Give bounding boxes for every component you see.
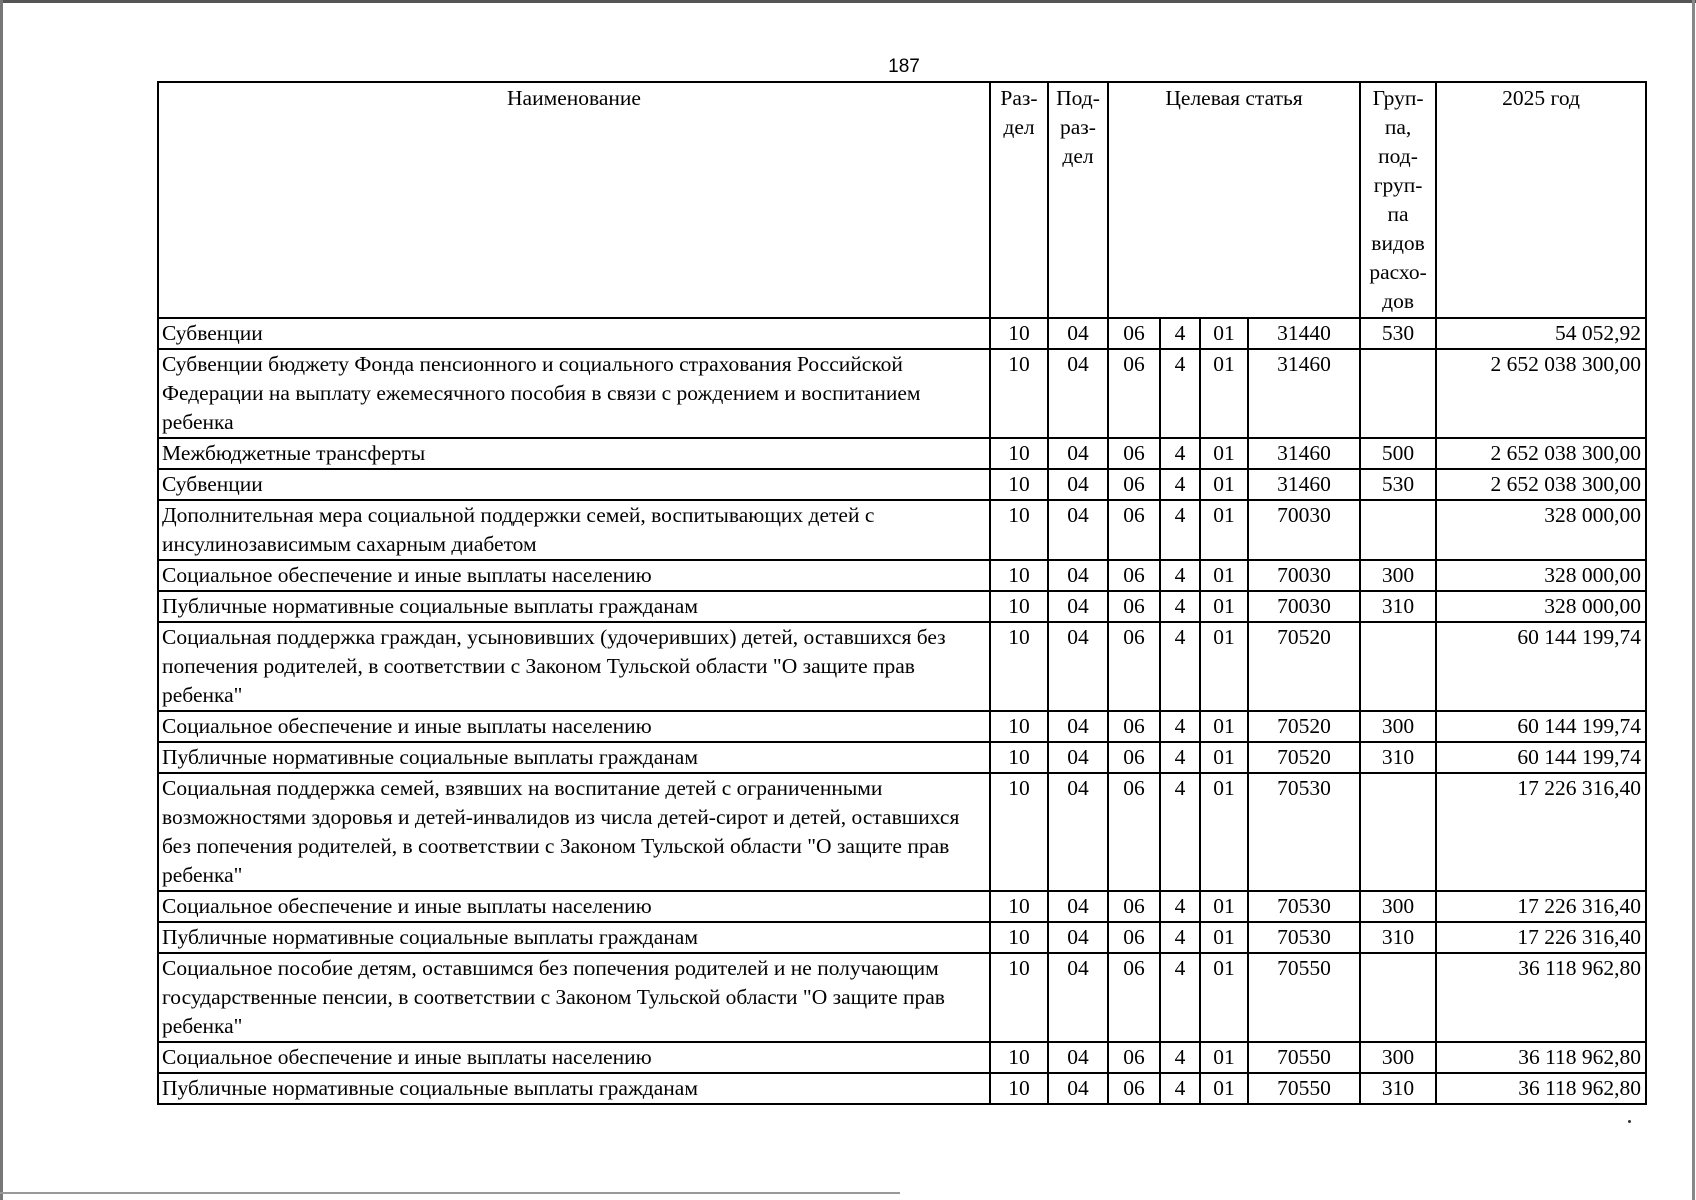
cell-sum-2025: 36 118 962,80 <box>1436 1073 1646 1104</box>
cell-celevaya-2: 4 <box>1160 349 1200 438</box>
cell-name: Социальное обеспечение и иные выплаты населению <box>158 1042 990 1073</box>
cell-vid-rashodov: 310 <box>1360 742 1436 773</box>
cell-celevaya-3: 01 <box>1200 1042 1248 1073</box>
cell-celevaya-1: 06 <box>1108 500 1160 560</box>
cell-celevaya-4: 70550 <box>1248 953 1360 1042</box>
cell-celevaya-2: 4 <box>1160 500 1200 560</box>
cell-sum-2025: 328 000,00 <box>1436 500 1646 560</box>
cell-celevaya-2: 4 <box>1160 560 1200 591</box>
cell-name: Субвенции <box>158 318 990 349</box>
header-year: 2025 год <box>1436 82 1646 318</box>
cell-razdel: 10 <box>990 469 1048 500</box>
cell-celevaya-3: 01 <box>1200 622 1248 711</box>
cell-name: Публичные нормативные социальные выплаты гражданам <box>158 742 990 773</box>
cell-razdel: 10 <box>990 742 1048 773</box>
cell-podrazdel: 04 <box>1048 500 1108 560</box>
cell-vid-rashodov <box>1360 500 1436 560</box>
cell-podrazdel: 04 <box>1048 318 1108 349</box>
cell-razdel: 10 <box>990 953 1048 1042</box>
cell-sum-2025: 54 052,92 <box>1436 318 1646 349</box>
cell-celevaya-3: 01 <box>1200 711 1248 742</box>
scan-edge-left <box>0 0 3 1200</box>
cell-celevaya-4: 70030 <box>1248 560 1360 591</box>
cell-sum-2025: 2 652 038 300,00 <box>1436 349 1646 438</box>
cell-celevaya-3: 01 <box>1200 922 1248 953</box>
cell-celevaya-1: 06 <box>1108 953 1160 1042</box>
cell-celevaya-2: 4 <box>1160 1042 1200 1073</box>
cell-celevaya-4: 70530 <box>1248 922 1360 953</box>
cell-celevaya-1: 06 <box>1108 469 1160 500</box>
cell-sum-2025: 60 144 199,74 <box>1436 622 1646 711</box>
page-number: 187 <box>888 56 920 77</box>
cell-celevaya-1: 06 <box>1108 560 1160 591</box>
cell-podrazdel: 04 <box>1048 953 1108 1042</box>
cell-celevaya-1: 06 <box>1108 591 1160 622</box>
cell-razdel: 10 <box>990 1042 1048 1073</box>
cell-name: Социальное обеспечение и иные выплаты населению <box>158 560 990 591</box>
cell-razdel: 10 <box>990 711 1048 742</box>
table-row <box>158 591 1646 622</box>
cell-name: Публичные нормативные социальные выплаты гражданам <box>158 591 990 622</box>
scan-edge-top <box>0 0 1696 3</box>
table-row <box>158 349 1646 438</box>
cell-celevaya-2: 4 <box>1160 438 1200 469</box>
cell-sum-2025: 2 652 038 300,00 <box>1436 469 1646 500</box>
cell-sum-2025: 2 652 038 300,00 <box>1436 438 1646 469</box>
cell-name: Субвенции <box>158 469 990 500</box>
cell-podrazdel: 04 <box>1048 349 1108 438</box>
cell-celevaya-4: 70550 <box>1248 1042 1360 1073</box>
cell-celevaya-3: 01 <box>1200 953 1248 1042</box>
cell-celevaya-3: 01 <box>1200 560 1248 591</box>
cell-name: Социальное обеспечение и иные выплаты населению <box>158 711 990 742</box>
scan-footer-line <box>0 1192 900 1194</box>
cell-podrazdel: 04 <box>1048 891 1108 922</box>
table-row <box>158 438 1646 469</box>
cell-celevaya-1: 06 <box>1108 922 1160 953</box>
cell-celevaya-2: 4 <box>1160 953 1200 1042</box>
header-gruppa: Груп- па, под- груп- па видов расхо- дов <box>1360 82 1436 318</box>
cell-podrazdel: 04 <box>1048 591 1108 622</box>
cell-razdel: 10 <box>990 438 1048 469</box>
cell-sum-2025: 328 000,00 <box>1436 560 1646 591</box>
cell-celevaya-2: 4 <box>1160 773 1200 891</box>
table-row <box>158 622 1646 711</box>
table-row <box>158 891 1646 922</box>
scan-edge-right <box>1692 0 1695 1200</box>
header-podrazdel: Под- раз- дел <box>1048 82 1108 318</box>
table-row <box>158 318 1646 349</box>
cell-razdel: 10 <box>990 349 1048 438</box>
cell-sum-2025: 17 226 316,40 <box>1436 773 1646 891</box>
cell-razdel: 10 <box>990 560 1048 591</box>
cell-podrazdel: 04 <box>1048 622 1108 711</box>
table-body <box>158 318 1646 1104</box>
cell-celevaya-4: 70530 <box>1248 773 1360 891</box>
cell-celevaya-1: 06 <box>1108 773 1160 891</box>
scan-dot <box>1628 1120 1631 1123</box>
cell-vid-rashodov: 530 <box>1360 469 1436 500</box>
cell-celevaya-4: 31460 <box>1248 469 1360 500</box>
cell-vid-rashodov: 300 <box>1360 891 1436 922</box>
cell-celevaya-2: 4 <box>1160 1073 1200 1104</box>
cell-podrazdel: 04 <box>1048 1073 1108 1104</box>
cell-razdel: 10 <box>990 922 1048 953</box>
cell-celevaya-1: 06 <box>1108 711 1160 742</box>
header-name: Наименование <box>158 82 990 318</box>
cell-vid-rashodov: 310 <box>1360 922 1436 953</box>
cell-sum-2025: 328 000,00 <box>1436 591 1646 622</box>
cell-celevaya-3: 01 <box>1200 891 1248 922</box>
table-row <box>158 742 1646 773</box>
cell-podrazdel: 04 <box>1048 560 1108 591</box>
cell-celevaya-2: 4 <box>1160 742 1200 773</box>
cell-celevaya-3: 01 <box>1200 773 1248 891</box>
table-row <box>158 1042 1646 1073</box>
table-row <box>158 922 1646 953</box>
cell-sum-2025: 36 118 962,80 <box>1436 1042 1646 1073</box>
table-row <box>158 1073 1646 1104</box>
cell-sum-2025: 17 226 316,40 <box>1436 922 1646 953</box>
table-row <box>158 711 1646 742</box>
cell-celevaya-1: 06 <box>1108 438 1160 469</box>
cell-vid-rashodov <box>1360 773 1436 891</box>
cell-celevaya-4: 31460 <box>1248 438 1360 469</box>
cell-razdel: 10 <box>990 318 1048 349</box>
cell-podrazdel: 04 <box>1048 469 1108 500</box>
cell-celevaya-1: 06 <box>1108 349 1160 438</box>
cell-celevaya-4: 70520 <box>1248 622 1360 711</box>
cell-celevaya-4: 70530 <box>1248 891 1360 922</box>
cell-celevaya-3: 01 <box>1200 742 1248 773</box>
cell-podrazdel: 04 <box>1048 742 1108 773</box>
cell-celevaya-2: 4 <box>1160 622 1200 711</box>
cell-celevaya-2: 4 <box>1160 891 1200 922</box>
cell-celevaya-2: 4 <box>1160 469 1200 500</box>
cell-celevaya-1: 06 <box>1108 318 1160 349</box>
table-row <box>158 500 1646 560</box>
table-row <box>158 773 1646 891</box>
cell-podrazdel: 04 <box>1048 922 1108 953</box>
cell-sum-2025: 36 118 962,80 <box>1436 953 1646 1042</box>
cell-vid-rashodov <box>1360 349 1436 438</box>
table-row <box>158 953 1646 1042</box>
cell-celevaya-4: 70520 <box>1248 711 1360 742</box>
cell-celevaya-4: 70550 <box>1248 1073 1360 1104</box>
cell-celevaya-2: 4 <box>1160 318 1200 349</box>
cell-vid-rashodov: 300 <box>1360 560 1436 591</box>
header-razdel: Раз- дел <box>990 82 1048 318</box>
cell-razdel: 10 <box>990 1073 1048 1104</box>
cell-celevaya-4: 70520 <box>1248 742 1360 773</box>
cell-name: Социальная поддержка семей, взявших на воспитание детей с ограниченными возможностями здоровья и детей-инвалидов из числа детей-сирот и детей, оставшихся без попечения родителей, в соответствии с Законом Тульской области "О защите прав ребенка" <box>158 773 990 891</box>
cell-vid-rashodov: 300 <box>1360 711 1436 742</box>
cell-vid-rashodov <box>1360 622 1436 711</box>
budget-table <box>157 81 1647 1105</box>
cell-vid-rashodov: 300 <box>1360 1042 1436 1073</box>
cell-sum-2025: 17 226 316,40 <box>1436 891 1646 922</box>
cell-celevaya-2: 4 <box>1160 711 1200 742</box>
cell-celevaya-2: 4 <box>1160 922 1200 953</box>
cell-sum-2025: 60 144 199,74 <box>1436 711 1646 742</box>
cell-name: Дополнительная мера социальной поддержки семей, воспитывающих детей с инсулинозависимым сахарным диабетом <box>158 500 990 560</box>
cell-celevaya-1: 06 <box>1108 1073 1160 1104</box>
header-celevaya-statya: Целевая статья <box>1108 82 1360 318</box>
cell-vid-rashodov: 310 <box>1360 591 1436 622</box>
cell-razdel: 10 <box>990 773 1048 891</box>
cell-podrazdel: 04 <box>1048 711 1108 742</box>
cell-celevaya-4: 70030 <box>1248 591 1360 622</box>
cell-celevaya-4: 70030 <box>1248 500 1360 560</box>
table-row <box>158 560 1646 591</box>
cell-name: Субвенции бюджету Фонда пенсионного и социального страхования Российской Федерации на выплату ежемесячного пособия в связи с рождением и воспитанием ребенка <box>158 349 990 438</box>
cell-celevaya-3: 01 <box>1200 500 1248 560</box>
cell-razdel: 10 <box>990 622 1048 711</box>
cell-razdel: 10 <box>990 591 1048 622</box>
cell-celevaya-1: 06 <box>1108 891 1160 922</box>
cell-podrazdel: 04 <box>1048 1042 1108 1073</box>
cell-celevaya-1: 06 <box>1108 1042 1160 1073</box>
table-header-row <box>158 82 1646 318</box>
cell-vid-rashodov: 500 <box>1360 438 1436 469</box>
cell-name: Публичные нормативные социальные выплаты гражданам <box>158 1073 990 1104</box>
cell-celevaya-1: 06 <box>1108 742 1160 773</box>
cell-sum-2025: 60 144 199,74 <box>1436 742 1646 773</box>
cell-celevaya-4: 31440 <box>1248 318 1360 349</box>
cell-vid-rashodov: 310 <box>1360 1073 1436 1104</box>
cell-name: Межбюджетные трансферты <box>158 438 990 469</box>
cell-celevaya-4: 31460 <box>1248 349 1360 438</box>
cell-name: Публичные нормативные социальные выплаты гражданам <box>158 922 990 953</box>
cell-celevaya-3: 01 <box>1200 1073 1248 1104</box>
cell-celevaya-3: 01 <box>1200 438 1248 469</box>
cell-razdel: 10 <box>990 500 1048 560</box>
cell-celevaya-3: 01 <box>1200 469 1248 500</box>
cell-celevaya-3: 01 <box>1200 591 1248 622</box>
cell-podrazdel: 04 <box>1048 438 1108 469</box>
cell-celevaya-2: 4 <box>1160 591 1200 622</box>
cell-name: Социальное обеспечение и иные выплаты населению <box>158 891 990 922</box>
cell-podrazdel: 04 <box>1048 773 1108 891</box>
cell-name: Социальная поддержка граждан, усыновивших (удочеривших) детей, оставшихся без попечения родителей, в соответствии с Законом Тульской области "О защите прав ребенка" <box>158 622 990 711</box>
cell-vid-rashodov <box>1360 953 1436 1042</box>
cell-razdel: 10 <box>990 891 1048 922</box>
table-row <box>158 469 1646 500</box>
cell-name: Социальное пособие детям, оставшимся без попечения родителей и не получающим государственные пенсии, в соответствии с Законом Тульской области "О защите прав ребенка" <box>158 953 990 1042</box>
cell-celevaya-1: 06 <box>1108 622 1160 711</box>
cell-celevaya-3: 01 <box>1200 318 1248 349</box>
cell-celevaya-3: 01 <box>1200 349 1248 438</box>
cell-vid-rashodov: 530 <box>1360 318 1436 349</box>
